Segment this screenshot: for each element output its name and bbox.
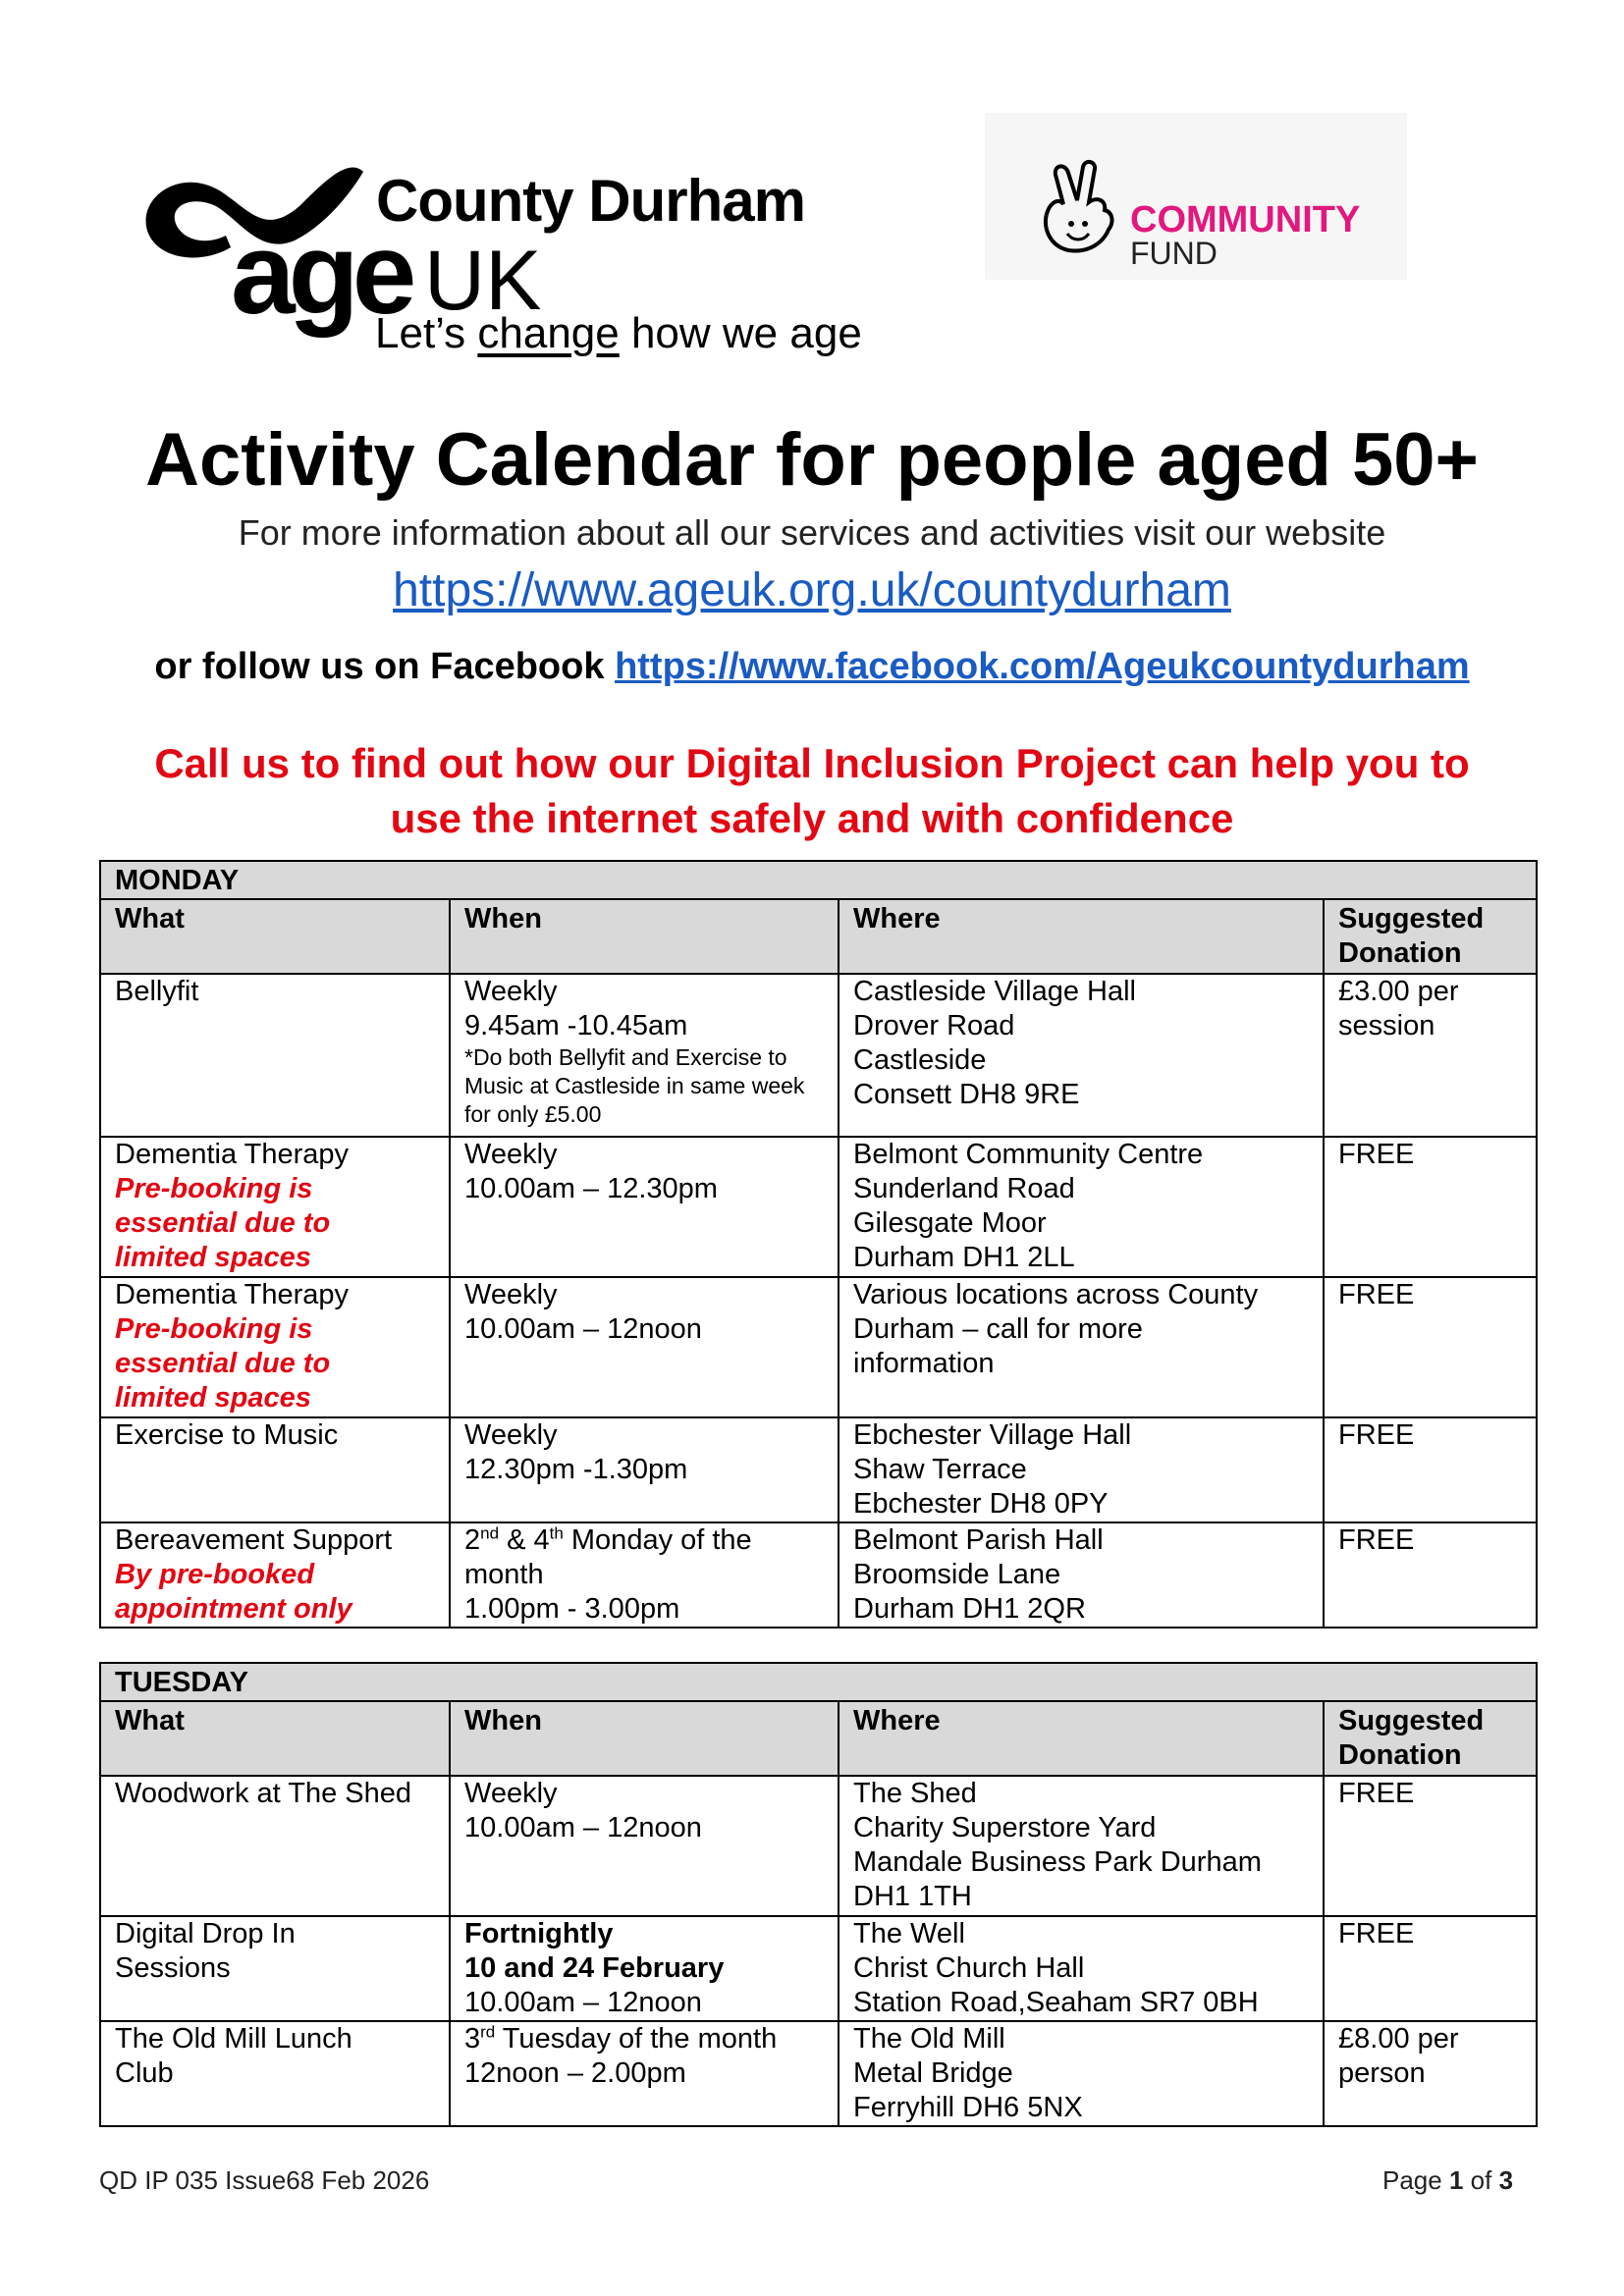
activity-donation: FREE [1324,1916,1537,2021]
table-row [100,2021,1537,2126]
table-row [100,1137,1537,1277]
table-row [100,1776,1537,1916]
activity-donation: £8.00 per person [1324,2021,1537,2126]
col-when: When [450,1701,839,1776]
col-donation: Suggested Donation [1324,899,1537,974]
activity-where: The Old Mill Metal Bridge Ferryhill DH6 5NX [839,2021,1324,2126]
col-where: Where [839,1701,1324,1776]
fund-word-community: COMMUNITY [1130,199,1361,240]
activity-what: Digital Drop In Sessions [100,1916,450,2021]
activity-when: Weekly 10.00am – 12noon [450,1776,839,1916]
crossed-fingers-icon [1034,157,1124,255]
tuesday-table [99,1662,1538,2127]
activity-when: Weekly 12.30pm -1.30pm [450,1417,839,1522]
brand-age: age [231,209,410,339]
table-row [100,974,1537,1137]
table-row [100,1417,1537,1522]
col-what: What [100,899,450,974]
column-header-row [100,899,1537,974]
activity-what: Bellyfit [100,974,450,1137]
tagline: Let’s change how we age [375,309,862,357]
activity-where: Castleside Village Hall Drover Road Castleside Consett DH8 9RE [839,974,1324,1137]
promo-message: Call us to find out how our Digital Inclusion Project can help you to use the internet safely and with confidence [154,740,1470,841]
community-fund-logo [985,113,1407,280]
activity-donation: FREE [1324,1417,1537,1522]
activity-where: Belmont Community Centre Sunderland Road Gilesgate Moor Durham DH1 2LL [839,1137,1324,1277]
activity-where: Ebchester Village Hall Shaw Terrace Ebchester DH8 0PY [839,1417,1324,1522]
activity-when: Weekly 9.45am -10.45am *Do both Bellyfit and Exercise to Music at Castleside in same week for only £5.00 [450,974,839,1137]
activity-when: Weekly 10.00am – 12.30pm [450,1137,839,1277]
fund-word-fund: FUND [1130,236,1218,271]
col-when: When [450,899,839,974]
col-what: What [100,1701,450,1776]
day-header-tuesday: TUESDAY [100,1663,1537,1701]
org-name: County Durham [376,168,805,234]
activity-when: 3rd Tuesday of the month 12noon – 2.00pm [450,2021,839,2126]
brand-uk: UK [424,234,542,328]
activity-donation: FREE [1324,1522,1537,1628]
table-row [100,1522,1537,1628]
col-where: Where [839,899,1324,974]
facebook-link[interactable]: https://www.facebook.com/Ageukcountydurham [615,646,1470,687]
col-donation: Suggested Donation [1324,1701,1537,1776]
activity-where: Various locations across County Durham – call for more information [839,1277,1324,1417]
column-header-row [100,1701,1537,1776]
activity-what: Dementia Therapy Pre-booking is essential due to limited spaces [100,1137,450,1277]
activity-where: Belmont Parish Hall Broomside Lane Durham DH1 2QR [839,1522,1324,1628]
page-number: Page 1 of 3 [1382,2165,1514,2195]
activity-donation: £3.00 per session [1324,974,1537,1137]
activity-what: Bereavement Support By pre-booked appointment only [100,1522,450,1628]
table-row [100,1916,1537,2021]
document-reference: QD IP 035 Issue68 Feb 2026 [99,2165,430,2195]
day-header-monday: MONDAY [100,861,1537,899]
activity-when: Weekly 10.00am – 12noon [450,1277,839,1417]
activity-donation: FREE [1324,1277,1537,1417]
table-row [100,1277,1537,1417]
activity-donation: FREE [1324,1776,1537,1916]
age-uk-logo [137,137,862,363]
subtitle: For more information about all our services and activities visit our website [238,512,1386,553]
activity-when: 2nd & 4th Monday of the month 1.00pm - 3.00pm [450,1522,839,1628]
activity-what: Exercise to Music [100,1417,450,1522]
activity-where: The Shed Charity Superstore Yard Mandale Business Park Durham DH1 1TH [839,1776,1324,1916]
activity-donation: FREE [1324,1137,1537,1277]
facebook-line: or follow us on Facebook https://www.facebook.com/Ageukcountydurham [154,646,1470,687]
website-link[interactable]: https://www.ageuk.org.uk/countydurham [393,564,1231,616]
activity-when: Fortnightly 10 and 24 February 10.00am – 12noon [450,1916,839,2021]
page-title: Activity Calendar for people aged 50+ [145,418,1479,502]
activity-what: The Old Mill Lunch Club [100,2021,450,2126]
activity-where: The Well Christ Church Hall Station Road,Seaham SR7 0BH [839,1916,1324,2021]
activity-what: Woodwork at The Shed [100,1776,450,1916]
activity-what: Dementia Therapy Pre-booking is essential due to limited spaces [100,1277,450,1417]
monday-table [99,860,1538,1629]
